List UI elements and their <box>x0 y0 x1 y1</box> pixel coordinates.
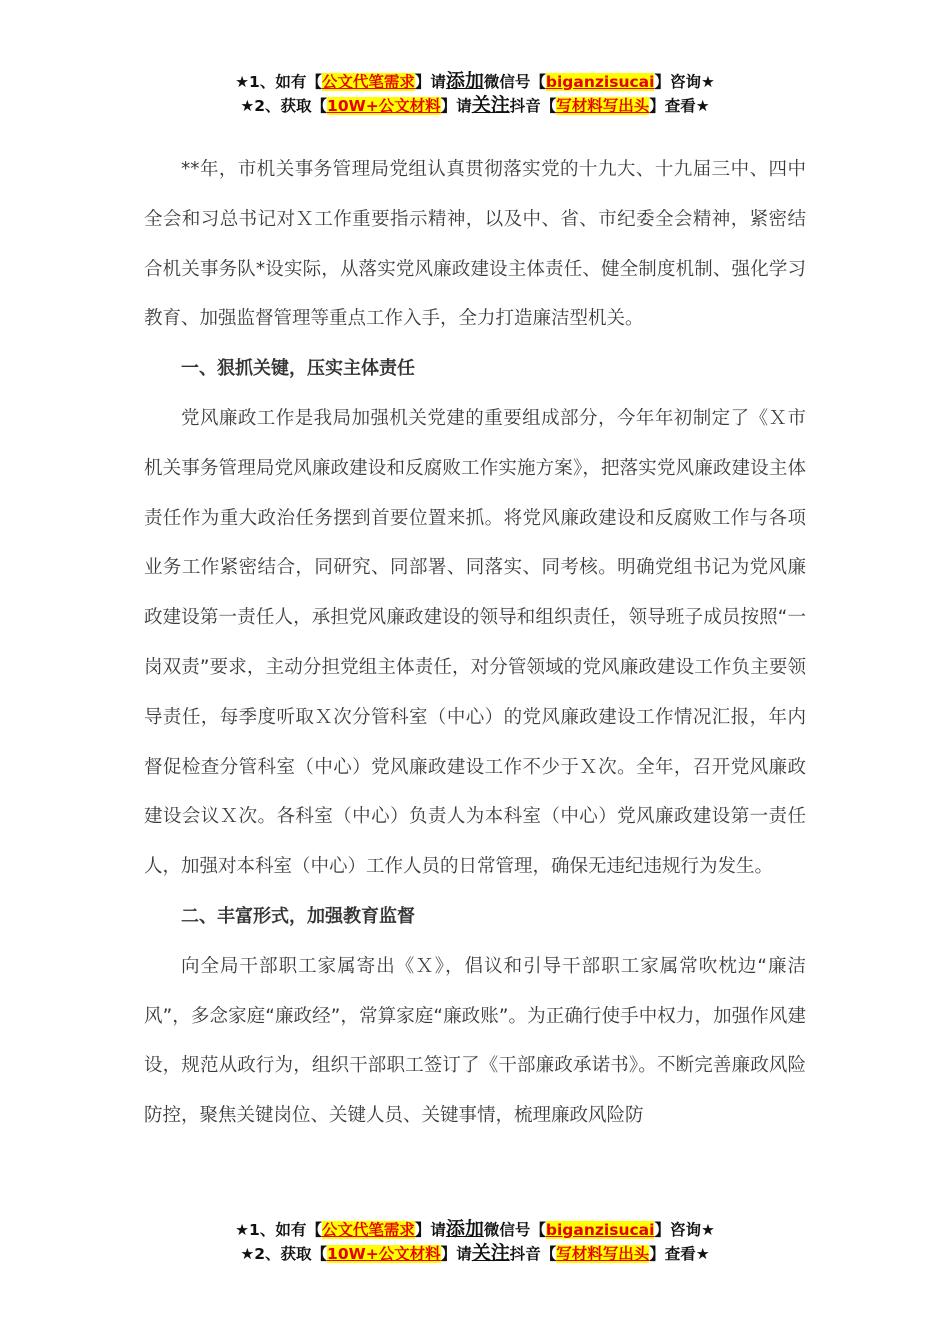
body-paragraph-1: **年，市机关事务管理局党组认真贯彻落实党的十九大、十九届三中、四中全会和习总书记对Ｘ工作重要指示精神，以及中、省、市纪委全会精神，紧密结合机关事务队*设实际，从落实党风廉政建设主体责任、健全制度机制、强化学习教育、加强监督管理等重点工作入手，全力打造廉洁型机关。 <box>144 159 806 330</box>
footer-banner <box>0 1217 950 1265</box>
highlight-text: 公文代笔需求 <box>321 73 415 91</box>
banner-text: 】请 <box>414 73 446 91</box>
section-heading-1: 一、狠抓关键，压实主体责任 <box>181 358 415 380</box>
banner-text: ★2、获取【 <box>240 97 328 115</box>
emphasis-text: 添加 <box>445 70 484 92</box>
wechat-id-text: biganzisucai <box>545 1221 655 1239</box>
emphasis-text: 关注 <box>471 94 510 116</box>
highlight-text: 10W+公文材料 <box>327 1245 441 1263</box>
banner-text: 微信号【 <box>483 73 546 91</box>
banner-line-1 <box>0 69 950 93</box>
body-paragraph-3: 向全局干部职工家属寄出《Ｘ》，倡议和引导干部职工家属常吹枕边“廉洁风”，多念家庭“廉政经”，常算家庭“廉政账”。为正确行使手中权力，加强作风建设，规范从政行为，组织干部职工签订了《干部廉政承诺书》。不断完善廉政风险防控，聚焦关键岗位、关键人员、关键事情，梳理廉政风险防 <box>144 955 806 1127</box>
banner-text: 】查看★ <box>649 1245 710 1263</box>
douyin-account-text: 写材料写出头 <box>556 97 650 115</box>
douyin-account-text: 写材料写出头 <box>556 1245 650 1263</box>
section-heading-2: 二、丰富形式，加强教育监督 <box>181 905 415 927</box>
banner-text: 】请 <box>414 1221 446 1239</box>
banner-text: ★1、如有【 <box>235 73 322 91</box>
banner-line-1 <box>0 1217 950 1241</box>
banner-text: 】查看★ <box>649 97 710 115</box>
highlight-text: 10W+公文材料 <box>327 97 441 115</box>
banner-text: 抖音【 <box>509 1245 557 1263</box>
banner-line-2 <box>0 93 950 117</box>
banner-text: 微信号【 <box>483 1221 546 1239</box>
banner-text: 】咨询★ <box>654 73 715 91</box>
banner-text: 】咨询★ <box>654 1221 715 1239</box>
banner-text: 】请 <box>440 1245 472 1263</box>
emphasis-text: 关注 <box>471 1242 510 1264</box>
header-banner <box>0 69 950 117</box>
highlight-text: 公文代笔需求 <box>321 1221 415 1239</box>
banner-text: 】请 <box>440 97 472 115</box>
banner-line-2 <box>0 1241 950 1265</box>
banner-text: 抖音【 <box>509 97 557 115</box>
body-paragraph-2: 党风廉政工作是我局加强机关党建的重要组成部分，今年年初制定了《Ｘ市机关事务管理局党风廉政建设和反腐败工作实施方案》，把落实党风廉政建设主体责任作为重大政治任务摆到首要位置来抓。将党风廉政建设和反腐败工作与各项业务工作紧密结合，同研究、同部署、同落实、同考核。明确党组书记为党风廉政建设第一责任人，承担党风廉政建设的领导和组织责任，领导班子成员按照“一岗双责”要求，主动分担党组主体责任，对分管领域的党风廉政建设工作负主要领导责任，每季度听取Ｘ次分管科室（中心）的党风廉政建设工作情况汇报，年内督促检查分管科室（中心）党风廉政建设工作不少于Ｘ次。全年，召开党风廉政建设会议Ｘ次。各科室（中心）负责人为本科室（中心）党风廉政建设第一责任人，加强对本科室（中心）工作人员的日常管理，确保无违纪违规行为发生。 <box>144 407 806 878</box>
emphasis-text: 添加 <box>445 1218 484 1240</box>
wechat-id-text: biganzisucai <box>545 73 655 91</box>
document-body <box>144 145 806 1141</box>
banner-text: ★1、如有【 <box>235 1221 322 1239</box>
banner-text: ★2、获取【 <box>240 1245 328 1263</box>
